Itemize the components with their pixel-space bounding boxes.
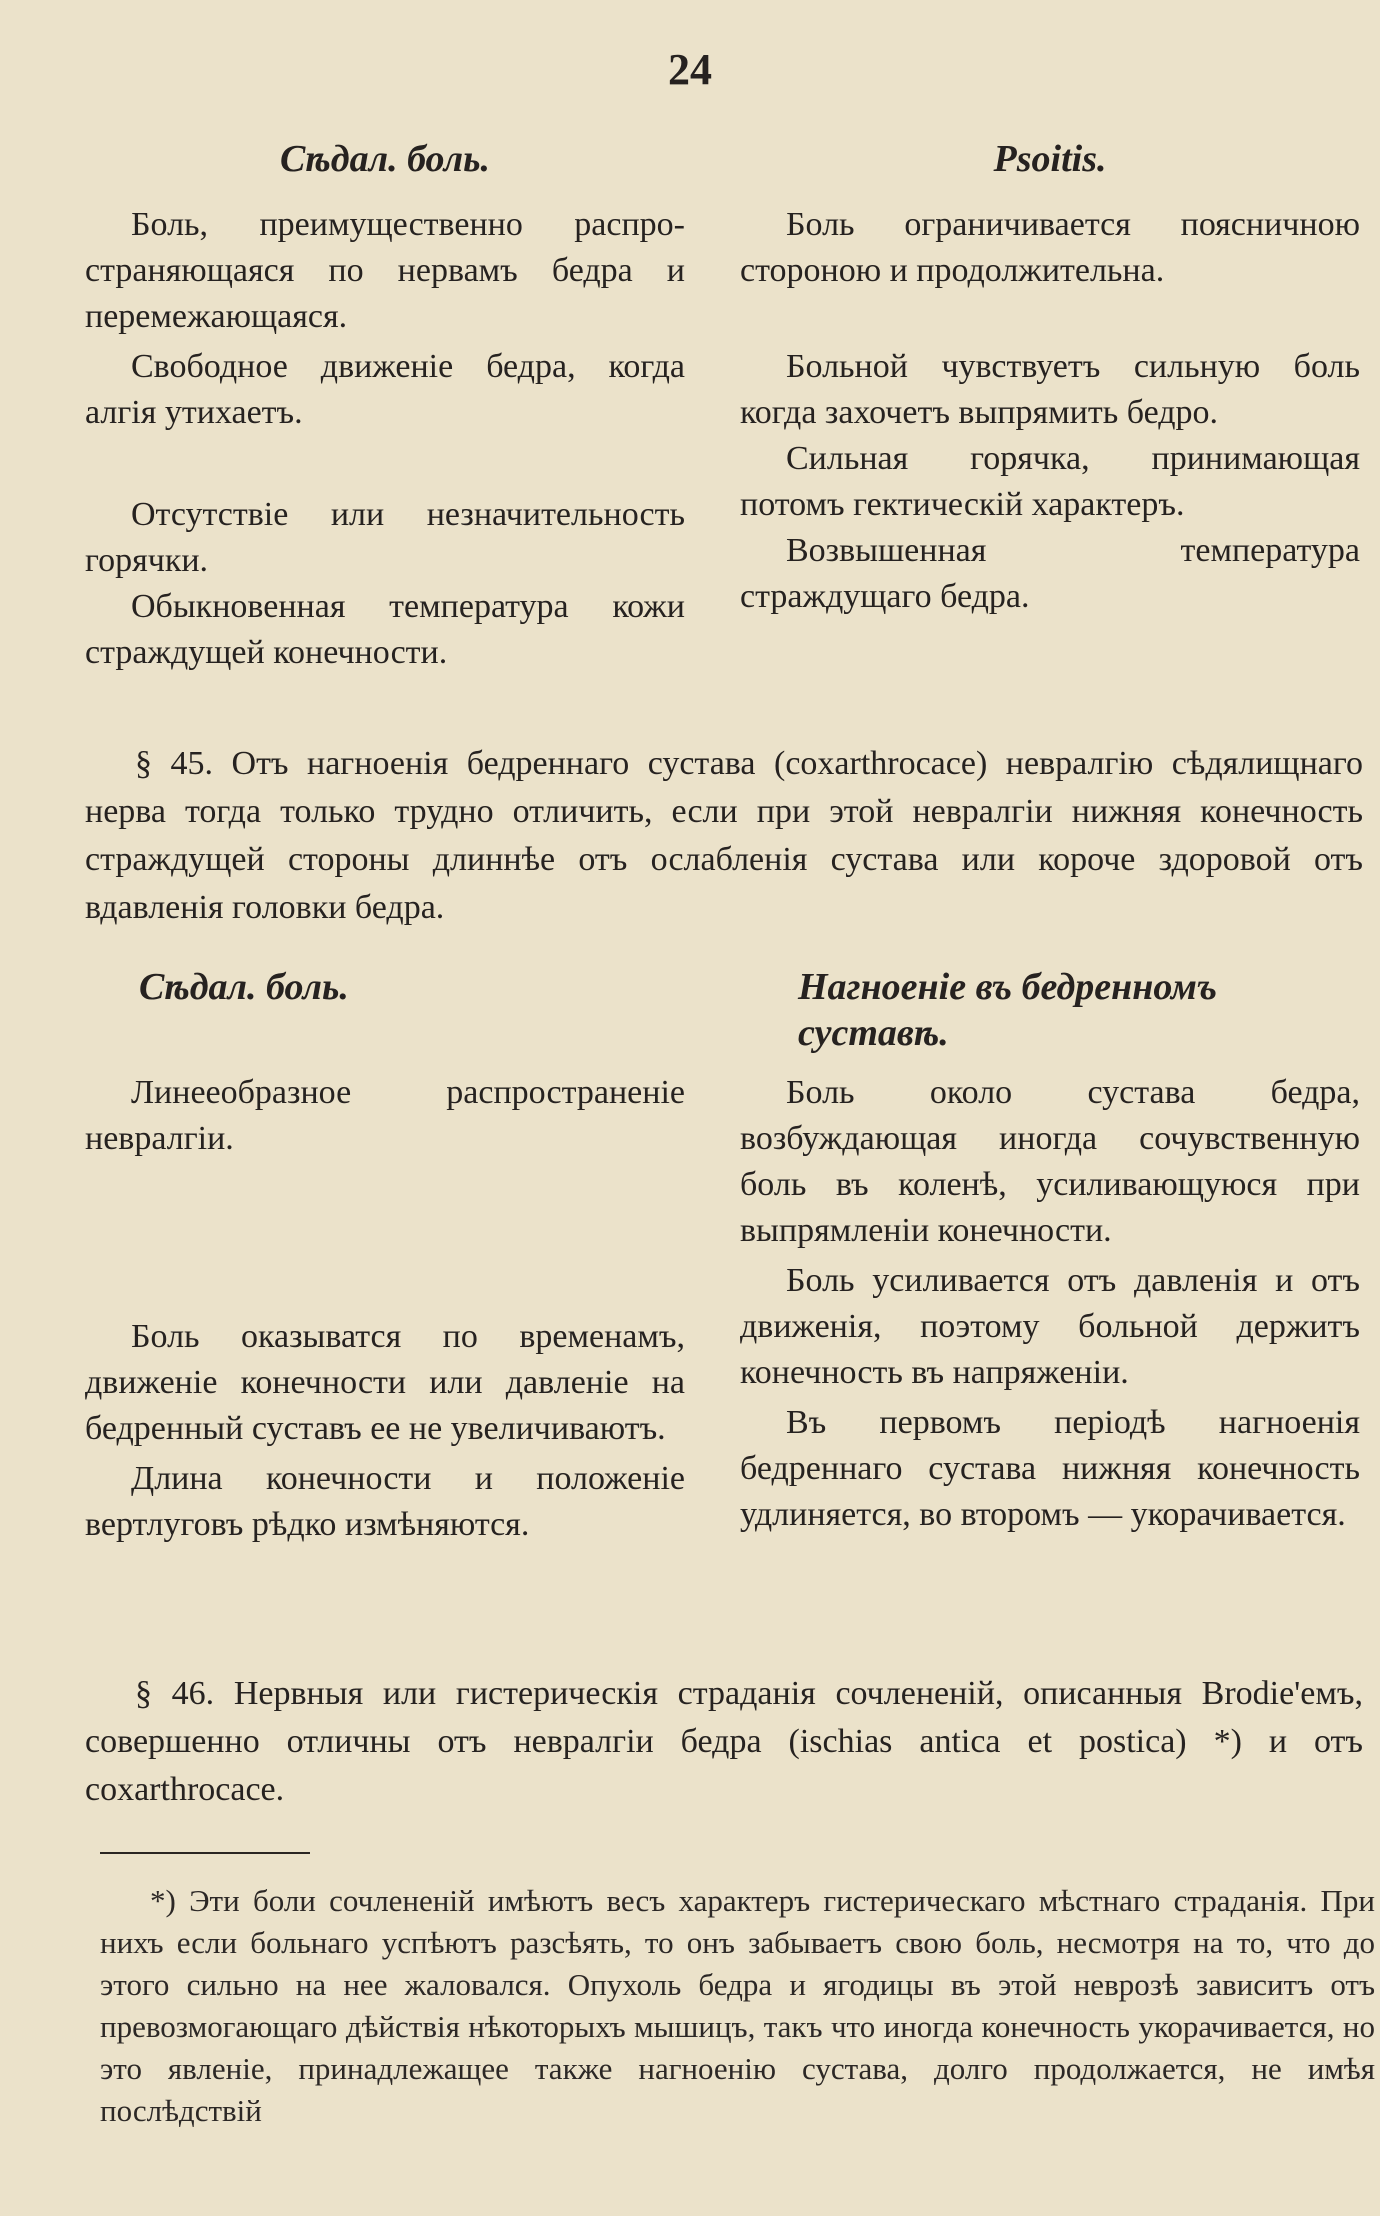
comparison-2-left-column	[85, 964, 685, 1548]
comparison-2-right-item: Боль усиливается отъ давленія и отъ движенія, поэтому больной держитъ конечность въ напряженіи.	[740, 1262, 1360, 1391]
comparison-2-right-heading: Нагноеніе въ бедренномъ суставѣ.	[798, 966, 1217, 1054]
comparison-1-left-item: Свободное движеніе бедра, когда алгія утихаетъ.	[85, 348, 685, 431]
comparison-2-left-item: Длина конечности и положеніе вертлуговъ рѣдко измѣняются.	[85, 1460, 685, 1543]
comparison-2-left-heading: Сѣдал. боль.	[139, 966, 349, 1008]
comparison-1-right-heading: Psoitis.	[993, 138, 1107, 180]
footnote-divider	[100, 1852, 310, 1854]
comparison-1-left-item: Отсутствіе или незначительность горячки.	[85, 496, 685, 579]
comparison-2-right-item: Боль около сустава бедра, возбуждающая иногда сочувственную боль въ коленѣ, усиливающуюся при выпрямленіи конечности.	[740, 1074, 1360, 1249]
comparison-2-left-item: Боль оказыватся по временамъ, движеніе конечности или давленіе на бедренный суставъ ее не увеличиваютъ.	[85, 1318, 685, 1447]
comparison-1-left-column	[85, 136, 685, 676]
paragraph-46: § 46. Нервныя или гистерическія страданія сочлененій, описанныя Brodie'емъ, совершенно отличны отъ невралгіи бедра (ischias antica et postica) *) и отъ coxarthrocace.	[85, 1675, 1363, 1808]
comparison-2-right-column	[740, 964, 1360, 1538]
comparison-2-right-item: Въ первомъ періодѣ нагноенія бедреннаго сустава нижняя конечность удлиняется, во второмъ — укорачивается.	[740, 1404, 1360, 1533]
comparison-2-left-item: Линееобразное распространеніе невралгіи.	[85, 1074, 685, 1157]
comparison-1-left-heading: Сѣдал. боль.	[280, 138, 490, 180]
comparison-1-right-item: Больной чувствуетъ сильную боль когда захочетъ выпрямить бедро.	[740, 348, 1360, 431]
comparison-1-right-item: Боль ограничивается поясничною стороною и продолжительна.	[740, 206, 1360, 289]
comparison-1-right-column	[740, 136, 1360, 620]
comparison-1-left-item: Обыкновенная температура кожи страждущей конечности.	[85, 588, 685, 671]
footnote: *) Эти боли сочлененій имѣютъ весъ характеръ гистерическаго мѣстнаго страданія. При нихъ если больнаго успѣютъ разсѣять, то онъ забываетъ свою боль, несмотря на то, что до этого сильно на нее жаловался. Опухоль бедра и ягодицы въ этой неврозѣ зависитъ отъ превозмогающаго дѣйствія нѣкоторыхъ мышицъ, такъ что иногда конечность укорачивается, но это явленіе, принадлежащее также нагноенію сустава, долго продолжается, не имѣя послѣдствій	[100, 1883, 1375, 2128]
comparison-1-left-item: Боль, преимущественно распро-страняющаяся по нервамъ бедра и перемежающаяся.	[85, 206, 685, 335]
comparison-1-right-item: Сильная горячка, принимающая потомъ гектическій характеръ.	[740, 440, 1360, 523]
comparison-1-right-item: Возвышенная температура страждущаго бедра.	[740, 532, 1360, 615]
page-number: 24	[668, 45, 712, 94]
paragraph-45: § 45. Отъ нагноенія бедреннаго сустава (coxarthrocace) невралгію сѣдялищнаго нерва тогда только трудно отличить, если при этой невралгіи нижняя конечность страждущей стороны длиннѣе отъ ослабленія сустава или короче здоровой отъ вдавленія головки бедра.	[85, 745, 1363, 926]
